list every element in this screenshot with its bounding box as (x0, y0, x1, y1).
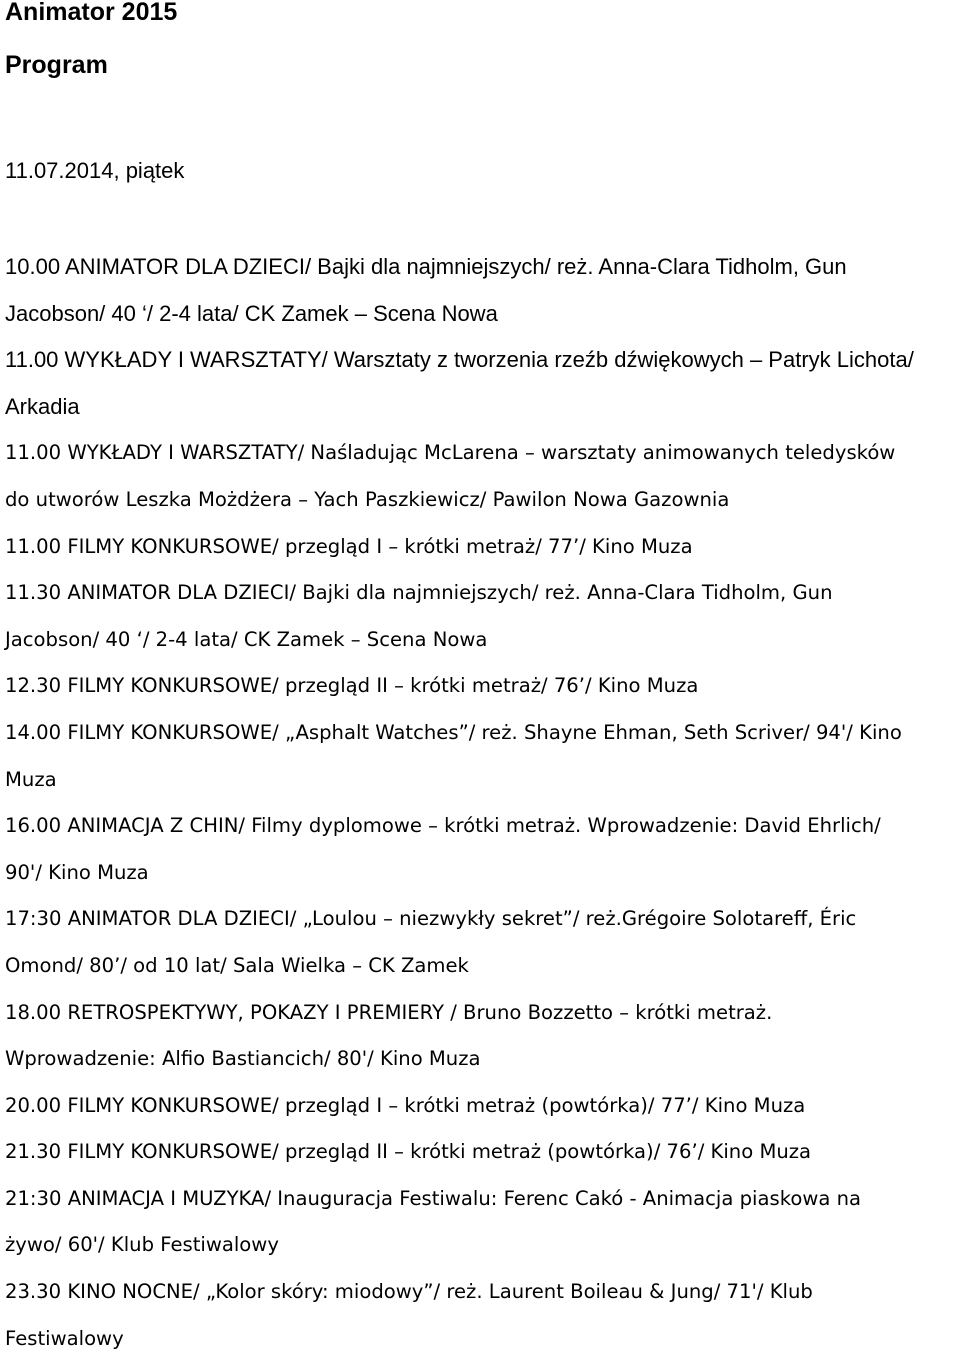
schedule-line: Festiwalowy (5, 1326, 124, 1350)
schedule-line: żywo/ 60'/ Klub Festiwalowy (5, 1233, 279, 1257)
schedule-line: 90'/ Kino Muza (5, 860, 149, 884)
schedule-line: 11.00 FILMY KONKURSOWE/ przegląd I – krótki metraż/ 77’/ Kino Muza (5, 534, 693, 558)
schedule-line: 12.30 FILMY KONKURSOWE/ przegląd II – krótki metraż/ 76’/ Kino Muza (5, 674, 699, 698)
schedule-line: 11.00 WYKŁADY I WARSZTATY/ Naśladując McLarena – warsztaty animowanych teledysków (5, 441, 896, 465)
schedule-line: do utworów Leszka Możdżera – Yach Paszkiewicz/ Pawilon Nowa Gazownia (5, 487, 730, 511)
schedule-line: Muza (5, 767, 57, 791)
schedule-line: Jacobson/ 40 ‘/ 2-4 lata/ CK Zamek – Scena Nowa (5, 300, 498, 326)
schedule-line: 11.00 WYKŁADY I WARSZTATY/ Warsztaty z tworzenia rzeźb dźwiękowych – Patryk Lichota/ (5, 347, 914, 373)
schedule-line: Omond/ 80’/ od 10 lat/ Sala Wielka – CK Zamek (5, 953, 469, 977)
program-date: 11.07.2014, piątek (5, 158, 185, 183)
schedule-list (5, 244, 957, 1362)
schedule-line: Wprowadzenie: Alfio Bastiancich/ 80'/ Kino Muza (5, 1047, 481, 1071)
schedule-line: 14.00 FILMY KONKURSOWE/ „Asphalt Watches”/ reż. Shayne Ehman, Seth Scriver/ 94'/ Kino (5, 720, 902, 744)
document-subtitle: Program (5, 51, 108, 79)
schedule-line: 21:30 ANIMACJA I MUZYKA/ Inauguracja Festiwalu: Ferenc Cakó - Animacja piaskowa na (5, 1186, 862, 1210)
schedule-line: 17:30 ANIMATOR DLA DZIECI/ „Loulou – niezwykły sekret”/ reż.Grégoire Solotareff, Éric (5, 907, 857, 931)
schedule-line: 16.00 ANIMACJA Z CHIN/ Filmy dyplomowe – krótki metraż. Wprowadzenie: David Ehrlich/ (5, 814, 881, 838)
schedule-line: Arkadia (5, 393, 80, 419)
schedule-line: 23.30 KINO NOCNE/ „Kolor skóry: miodowy”/ reż. Laurent Boileau & Jung/ 71'/ Klub (5, 1280, 813, 1304)
schedule-line: 21.30 FILMY KONKURSOWE/ przegląd II – krótki metraż (powtórka)/ 76’/ Kino Muza (5, 1140, 812, 1164)
schedule-line: 18.00 RETROSPEKTYWY, POKAZY I PREMIERY / Bruno Bozzetto – krótki metraż. (5, 1000, 773, 1024)
schedule-line: 20.00 FILMY KONKURSOWE/ przegląd I – krótki metraż (powtórka)/ 77’/ Kino Muza (5, 1093, 806, 1117)
schedule-line: 11.30 ANIMATOR DLA DZIECI/ Bajki dla najmniejszych/ reż. Anna-Clara Tidholm, Gun (5, 581, 833, 605)
schedule-line: 10.00 ANIMATOR DLA DZIECI/ Bajki dla najmniejszych/ reż. Anna-Clara Tidholm, Gun (5, 254, 847, 279)
document-title: Animator 2015 (5, 0, 178, 26)
schedule-line: Jacobson/ 40 ‘/ 2-4 lata/ CK Zamek – Scena Nowa (5, 627, 488, 651)
